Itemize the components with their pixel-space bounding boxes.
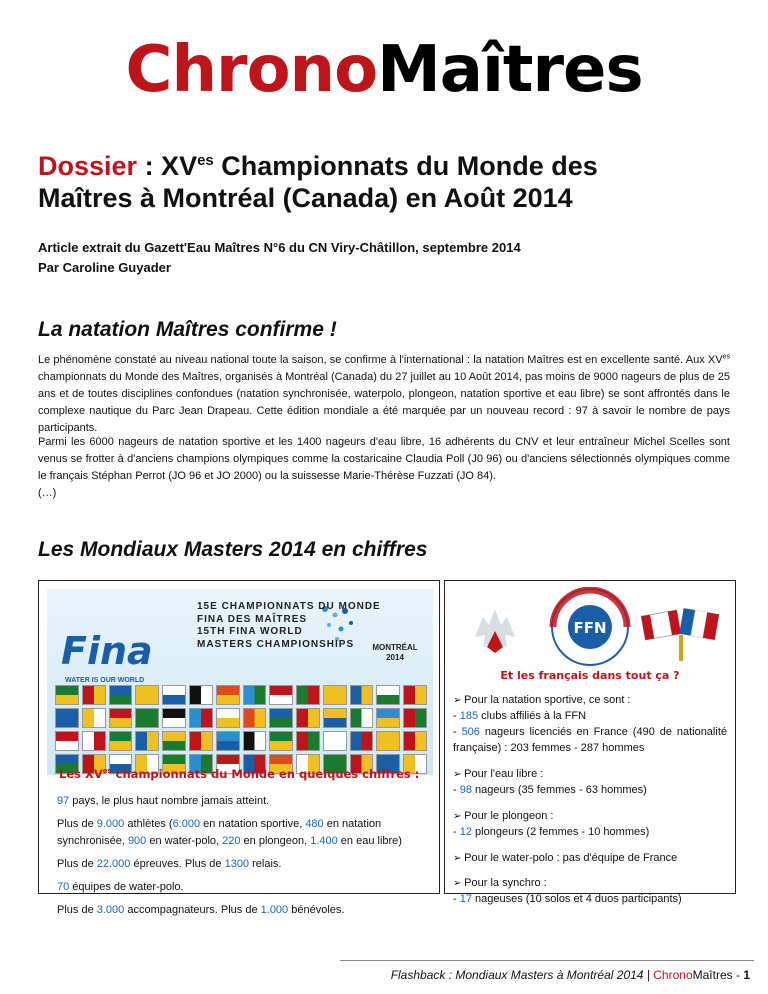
champ-line-4: MASTERS CHAMPIONSHIPS xyxy=(197,638,355,650)
arrow-bullet-icon: ➢ xyxy=(453,810,465,822)
stat-number: 1.000 xyxy=(260,904,289,917)
stat-text: athlètes ( xyxy=(124,818,173,831)
stat-waterpolo xyxy=(57,879,433,896)
dossier-sup: es xyxy=(197,152,214,169)
country-flag-icon xyxy=(323,685,347,705)
country-flag-icon xyxy=(82,708,106,728)
country-flag-icon xyxy=(403,731,427,751)
country-flag-icon xyxy=(243,708,267,728)
stats-box xyxy=(38,580,440,917)
stat-text: Plus de xyxy=(57,818,97,831)
stat-number: 6.000 xyxy=(172,818,201,831)
byline-author: Par Caroline Guyader xyxy=(38,259,171,275)
stat-text: en eau libre) xyxy=(337,835,402,848)
stat-text: équipes de water-polo. xyxy=(69,881,184,894)
country-flag-icon xyxy=(109,685,133,705)
stats-title-pre: Les XV xyxy=(59,767,103,781)
country-flag-icon xyxy=(109,708,133,728)
byline xyxy=(38,238,521,277)
arrow-bullet-icon: ➢ xyxy=(453,768,465,780)
footer-rule xyxy=(340,960,754,961)
country-flag-icon xyxy=(376,731,400,751)
logo xyxy=(0,33,768,107)
stat-text: bénévoles. xyxy=(288,904,345,917)
country-flag-icon xyxy=(350,685,374,705)
stats-title-sup: es xyxy=(102,767,112,776)
country-flag-icon xyxy=(135,731,159,751)
footer-brand-chrono: Chrono xyxy=(653,968,693,982)
paragraph-intro-b: championnats du Monde des Maîtres, organisés à Montréal (Canada) du 27 juillet au 10 Août 2014, pas moins de 9000 nageurs de plus de 25 ans et de toutes disciplines confondues (natation synchronisée, waterpolo, plongeon, natation sportive et eau libre) se sont affrontés dans le complexe nautique du Parc Jean Drapeau. Cette édition mondiale a été marquée par un nouveau record : 97 à savoir le nombre de pays participants. xyxy=(38,371,730,435)
logo-part-maitres: Maîtres xyxy=(377,33,643,107)
bullet-head: Pour la natation sportive, ce sont : xyxy=(464,694,631,706)
montreal-name: MONTRÉAL xyxy=(372,643,418,652)
bullet-text: clubs affiliés à la FFN xyxy=(478,709,587,722)
country-flag-icon xyxy=(189,685,213,705)
arrow-bullet-icon: ➢ xyxy=(453,695,465,706)
champ-line-1: 15E CHAMPIONNATS DU MONDE xyxy=(197,601,381,612)
country-flag-icon xyxy=(189,708,213,728)
stat-number: 900 xyxy=(127,835,147,848)
country-flag-icon xyxy=(350,731,374,751)
paragraph-intro-sup: es xyxy=(722,353,730,361)
country-flag-icon xyxy=(376,708,400,728)
stat-number: 70 xyxy=(57,881,70,894)
stat-text: épreuves. Plus de xyxy=(130,858,225,871)
country-flag-icon xyxy=(216,708,240,728)
bullet-plongeon: ➢ Pour le plongeon : - 12 plongeurs (2 femmes - 10 hommes) xyxy=(453,809,650,838)
stat-text: en water-polo, xyxy=(146,835,223,848)
footer-sep: - xyxy=(732,968,744,982)
paragraph-intro-a: Le phénomène constaté au niveau national toute la saison, se confirme à l'international : la natation Maîtres est en excellente santé. Aux XV xyxy=(38,354,723,366)
stat-events xyxy=(57,856,433,873)
country-flag-icon xyxy=(55,731,79,751)
fina-banner xyxy=(47,589,433,775)
stat-text: accompagnateurs. Plus de xyxy=(124,904,261,917)
country-flag-icon xyxy=(269,708,293,728)
bullet-number: 185 xyxy=(459,709,479,722)
canada-france-flags-icon xyxy=(641,608,719,661)
stat-number: 480 xyxy=(305,818,324,831)
fina-logo: Fina xyxy=(61,629,153,673)
country-flag-icon xyxy=(376,685,400,705)
bullet-text: plongeurs (2 femmes - 10 hommes) xyxy=(471,825,650,838)
country-flag-icon xyxy=(82,731,106,751)
bullet-head: Pour la synchro : xyxy=(464,877,547,890)
country-flag-icon xyxy=(216,731,240,751)
paragraph-intro xyxy=(38,352,730,437)
fina-tagline: WATER IS OUR WORLD xyxy=(65,677,145,684)
stat-number: 97 xyxy=(57,795,70,807)
logo-part-chrono: Chrono xyxy=(125,33,378,107)
ffn-logo-icon xyxy=(552,589,628,665)
bullet-number: 506 xyxy=(461,725,480,738)
dossier-line2: Maîtres à Montréal (Canada) en Août 2014 xyxy=(38,183,573,214)
country-flag-icon xyxy=(55,685,79,705)
country-flag-icon xyxy=(109,731,133,751)
bullet-head: Pour le water-polo : pas d'équipe de France xyxy=(464,851,678,864)
country-flag-icon xyxy=(403,708,427,728)
country-flag-icon xyxy=(162,731,186,751)
stat-staff xyxy=(57,902,433,919)
flags-grid xyxy=(55,685,427,775)
country-flag-icon xyxy=(296,708,320,728)
ffn-flags-illustration xyxy=(455,587,725,669)
arrow-bullet-icon: ➢ xyxy=(453,878,465,890)
stat-number: 220 xyxy=(222,835,241,848)
stats-title-post: championnats du Monde en quelques chiffres : xyxy=(111,767,420,781)
stats-list xyxy=(57,793,433,925)
country-flag-icon xyxy=(162,685,186,705)
section-heading-confirme: La natation Maîtres confirme ! xyxy=(38,318,337,341)
country-flag-icon xyxy=(162,708,186,728)
stat-countries xyxy=(57,793,433,810)
stat-text: relais. xyxy=(249,858,282,871)
stat-number: 9.000 xyxy=(96,818,125,831)
country-flag-icon xyxy=(189,731,213,751)
stat-text: en natation synchronisée, xyxy=(57,818,382,848)
stat-number: 3.000 xyxy=(96,904,125,917)
country-flag-icon xyxy=(55,708,79,728)
bullet-number: 17 xyxy=(459,893,472,906)
country-flag-icon xyxy=(296,685,320,705)
bullet-number: 98 xyxy=(459,783,472,796)
bullet-text: nageurs licenciés en France (490 de nationalité française) : 203 femmes - 287 hommes xyxy=(453,725,727,754)
dossier-line1-post: Championnats du Monde des xyxy=(213,151,598,181)
paragraph-cnv xyxy=(38,434,730,502)
champ-line-2: FINA DES MAÎTRES xyxy=(197,613,308,625)
dossier-title xyxy=(38,150,738,215)
country-flag-icon xyxy=(82,685,106,705)
country-flag-icon xyxy=(135,708,159,728)
stat-text: en plongeon, xyxy=(240,835,311,848)
footer-brand-maitres: Maîtres xyxy=(692,968,733,982)
france-title: Et les français dans tout ça ? xyxy=(500,669,680,682)
country-flag-icon xyxy=(350,708,374,728)
country-flag-icon xyxy=(323,731,347,751)
arrow-bullet-icon: ➢ xyxy=(453,852,465,864)
stat-number: 22.000 xyxy=(96,858,131,871)
country-flag-icon xyxy=(269,731,293,751)
footer xyxy=(391,968,750,982)
france-box xyxy=(444,580,736,906)
country-flag-icon xyxy=(243,685,267,705)
france-bullets xyxy=(453,693,727,918)
country-flag-icon xyxy=(243,731,267,751)
dossier-label: Dossier xyxy=(38,151,138,181)
byline-source: Article extrait du Gazett'Eau Maîtres N°6 du CN Viry-Châtillon, septembre 2014 xyxy=(38,240,521,255)
stat-number: 1300 xyxy=(224,858,250,871)
country-flag-icon xyxy=(403,685,427,705)
page-number: 1 xyxy=(743,968,750,982)
paragraph-ellipsis: (…) xyxy=(38,487,57,500)
montreal-year: 2014 xyxy=(386,652,404,662)
stat-text: Plus de xyxy=(57,904,97,917)
stat-text: en natation sportive, xyxy=(200,818,306,831)
maple-leaf-icon xyxy=(475,609,515,653)
montreal-badge xyxy=(367,643,423,662)
bullet-synchro: ➢ Pour la synchro : - 17 nageuses (10 solos et 4 duos participants) xyxy=(453,877,682,906)
stats-title xyxy=(59,767,429,781)
stat-number: 1.400 xyxy=(310,835,338,848)
country-flag-icon xyxy=(135,685,159,705)
country-flag-icon xyxy=(269,685,293,705)
country-flag-icon xyxy=(296,731,320,751)
section-heading-chiffres: Les Mondiaux Masters 2014 en chiffres xyxy=(38,538,428,561)
ffn-text: FFN xyxy=(573,619,607,637)
bullet-number: 12 xyxy=(459,825,472,838)
bullet-natation: ➢ Pour la natation sportive, ce sont : - 185 clubs affiliés à la FFN - 506 nageurs licenciés en France (490 de nationalité française) : 203 femmes - 287 hommes xyxy=(453,694,727,754)
stat-text: pays, le plus haut nombre jamais atteint. xyxy=(69,795,270,807)
bullet-text: nageurs (35 femmes - 63 hommes) xyxy=(471,783,647,796)
bullet-text: nageuses (10 solos et 4 duos participants) xyxy=(471,893,682,906)
stat-text: Plus de xyxy=(57,858,97,871)
country-flag-icon xyxy=(216,685,240,705)
dossier-line1-pre: : XV xyxy=(137,151,198,181)
bullet-eau-libre: ➢ Pour l'eau libre : - 98 nageurs (35 femmes - 63 hommes) xyxy=(453,767,647,796)
champ-line-3: 15TH FINA WORLD xyxy=(197,626,303,637)
bullet-head: Pour le plongeon : xyxy=(464,809,554,822)
footer-text: Flashback : Mondiaux Masters à Montréal 2014 | xyxy=(390,968,654,982)
paragraph-cnv-text: Parmi les 6000 nageurs de natation sportive et les 1400 nageurs d'eau libre, 16 adhérents du CNV et leur entraîneur Michel Scelles sont venus se frotter à d'anciens champions olympiques comme la costaricaine Claudia Poll (J0 96) ou d'anciens sélectionnés olympiques comme le français Stéphan Perrot (JO 96 et JO 2000) ou la suissesse Marie-Thérèse Fuzzati (JO 84). xyxy=(38,436,730,483)
stat-athletes xyxy=(57,816,433,850)
country-flag-icon xyxy=(323,708,347,728)
bullet-water-polo xyxy=(453,851,727,867)
bullet-head: Pour l'eau libre : xyxy=(464,767,544,780)
championship-title xyxy=(197,601,381,651)
